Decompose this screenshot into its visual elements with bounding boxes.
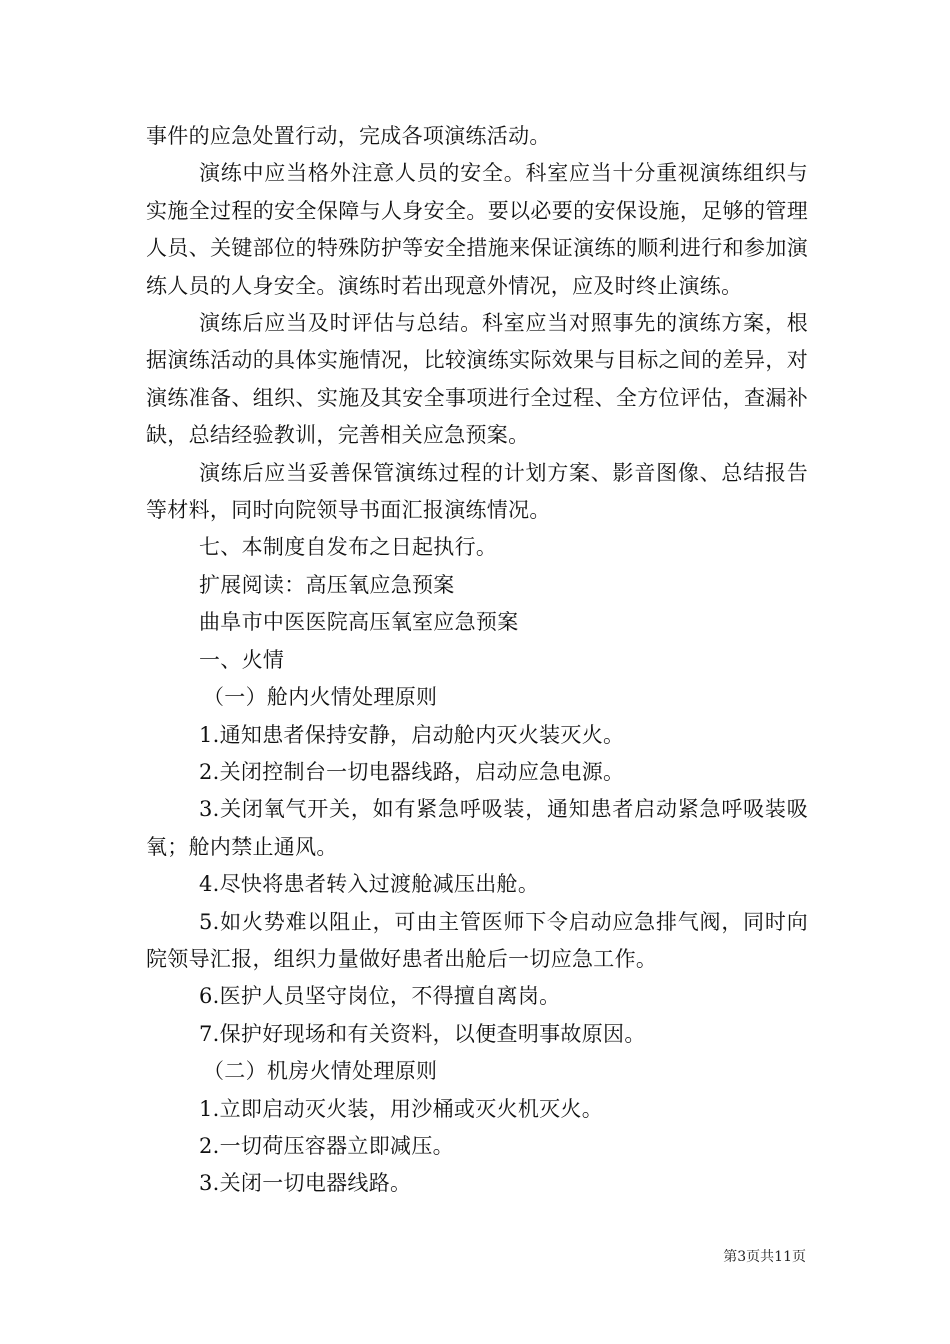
page-number-footer: 第3页共11页 [723, 1249, 806, 1265]
line-extended-reading: 扩展阅读：高压氧应急预案 [199, 572, 455, 597]
list-item-cabin-7: 7.保护好现场和有关资料，以便查明事故原因。 [199, 1021, 646, 1046]
subsection-machine-room-fire-heading: （二）机房火情处理原则 [203, 1059, 438, 1084]
list-item-machine-3: 3.关闭一切电器线路。 [199, 1171, 412, 1196]
list-item-cabin-3: 3.关闭氧气开关，如有紧急呼吸装，通知患者启动紧急呼吸装吸氧；舱内禁止通风。 [146, 797, 808, 859]
list-item-cabin-4: 4.尽快将患者转入过渡舱减压出舱。 [199, 872, 540, 897]
list-item-cabin-1: 1.通知患者保持安静，启动舱内灭火装灭火。 [199, 722, 625, 747]
section-fire-heading: 一、火情 [199, 647, 285, 672]
list-item-machine-1: 1.立即启动灭火装，用沙桶或灭火机灭火。 [199, 1096, 604, 1121]
paragraph-continuation: 事件的应急处置行动，完成各项演练活动。 [146, 124, 551, 148]
list-item-machine-2: 2.一切荷压容器立即减压。 [199, 1133, 454, 1158]
paragraph-drill-evaluation: 演练后应当及时评估与总结。科室应当对照事先的演练方案，根据演练活动的具体实施情况，比较演练实际效果与目标之间的差异，对演练准备、组织、实施及其安全事项进行全过程、全方位评估，查漏补缺，总结经验教训，完善相关应急预案。 [146, 311, 808, 448]
list-item-cabin-2: 2.关闭控制台一切电器线路，启动应急电源。 [199, 759, 625, 784]
line-effective-date: 七、本制度自发布之日起执行。 [199, 535, 498, 560]
paragraph-drill-archiving: 演练后应当妥善保管演练过程的计划方案、影音图像、总结报告等材料，同时向院领导书面汇报演练情况。 [146, 460, 808, 523]
subsection-cabin-fire-heading: （一）舱内火情处理原则 [203, 685, 438, 710]
paragraph-drill-safety: 演练中应当格外注意人员的安全。科室应当十分重视演练组织与实施全过程的安全保障与人身安全。要以必要的安保设施，足够的管理人员、关键部位的特殊防护等安全措施来保证演练的顺利进行和参加演练人员的人身安全。演练时若出现意外情况，应及时终止演练。 [146, 161, 808, 298]
document-body [146, 118, 808, 1203]
line-plan-title: 曲阜市中医医院高压氧室应急预案 [199, 610, 519, 635]
list-item-cabin-6: 6.医护人员坚守岗位，不得擅自离岗。 [199, 984, 561, 1009]
list-item-cabin-5: 5.如火势难以阻止，可由主管医师下令启动应急排气阀，同时向院领导汇报，组织力量做好患者出舱后一切应急工作。 [146, 909, 808, 971]
